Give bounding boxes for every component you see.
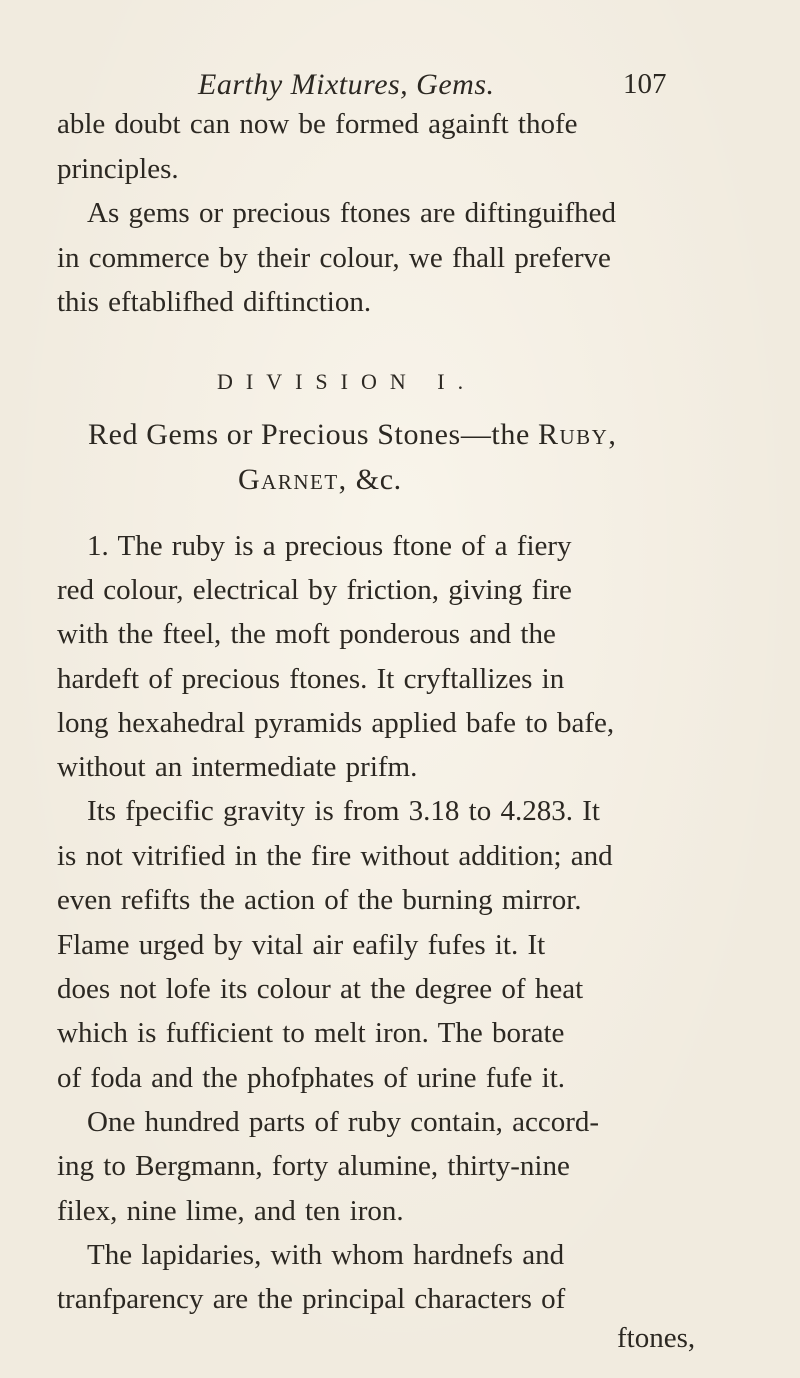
text-line: which is fufficient to melt iron. The borate	[57, 1017, 565, 1049]
subheading-text: Red Gems or Precious Stones—the	[88, 418, 538, 451]
catchword: ftones,	[617, 1322, 696, 1354]
text-line: Its fpecific gravity is from 3.18 to 4.283. It	[87, 795, 600, 827]
text-line: principles.	[57, 153, 179, 185]
subheading-caps: Ruby,	[537, 418, 618, 451]
text-line: this eftablifhed diftinction.	[57, 286, 372, 318]
text-line: even refifts the action of the burning mirror.	[57, 884, 582, 916]
text-line: in commerce by their colour, we fhall preferve	[57, 242, 611, 274]
subheading-text: &c.	[347, 463, 402, 496]
text-line: of foda and the phofphates of urine fufe it.	[57, 1062, 566, 1094]
page-number: 107	[623, 68, 667, 100]
text-line: long hexahedral pyramids applied bafe to bafe,	[57, 707, 615, 739]
subheading-line-1	[88, 418, 617, 452]
text-line: Flame urged by vital air eafily fufes it. It	[57, 929, 546, 961]
text-line: hardeft of precious ftones. It cryftallizes in	[57, 663, 565, 695]
text-line: filex, nine lime, and ten iron.	[57, 1195, 404, 1227]
text-line: As gems or precious ftones are diftinguifhed	[87, 197, 617, 229]
text-line: able doubt can now be formed againft thofe	[57, 108, 578, 140]
text-line: with the fteel, the moft ponderous and the	[57, 618, 556, 650]
text-line: is not vitrified in the fire without addition; and	[57, 840, 613, 872]
page-header	[0, 68, 800, 108]
text-line: The lapidaries, with whom hardnefs and	[87, 1239, 565, 1271]
running-title: Earthy Mixtures, Gems.	[198, 68, 495, 101]
text-line: 1. The ruby is a precious ftone of a fiery	[87, 530, 572, 562]
subheading-line-2	[238, 463, 402, 497]
text-line: ing to Bergmann, forty alumine, thirty-nine	[57, 1150, 570, 1182]
subheading-caps: Garnet,	[238, 463, 348, 496]
text-line: red colour, electrical by friction, giving fire	[57, 574, 572, 606]
text-line: without an intermediate prifm.	[57, 751, 418, 783]
division-heading: DIVISION I.	[217, 369, 477, 394]
text-line: tranfparency are the principal characters of	[57, 1283, 566, 1315]
text-line: One hundred parts of ruby contain, accord-	[87, 1106, 600, 1138]
text-line: does not lofe its colour at the degree of heat	[57, 973, 584, 1005]
